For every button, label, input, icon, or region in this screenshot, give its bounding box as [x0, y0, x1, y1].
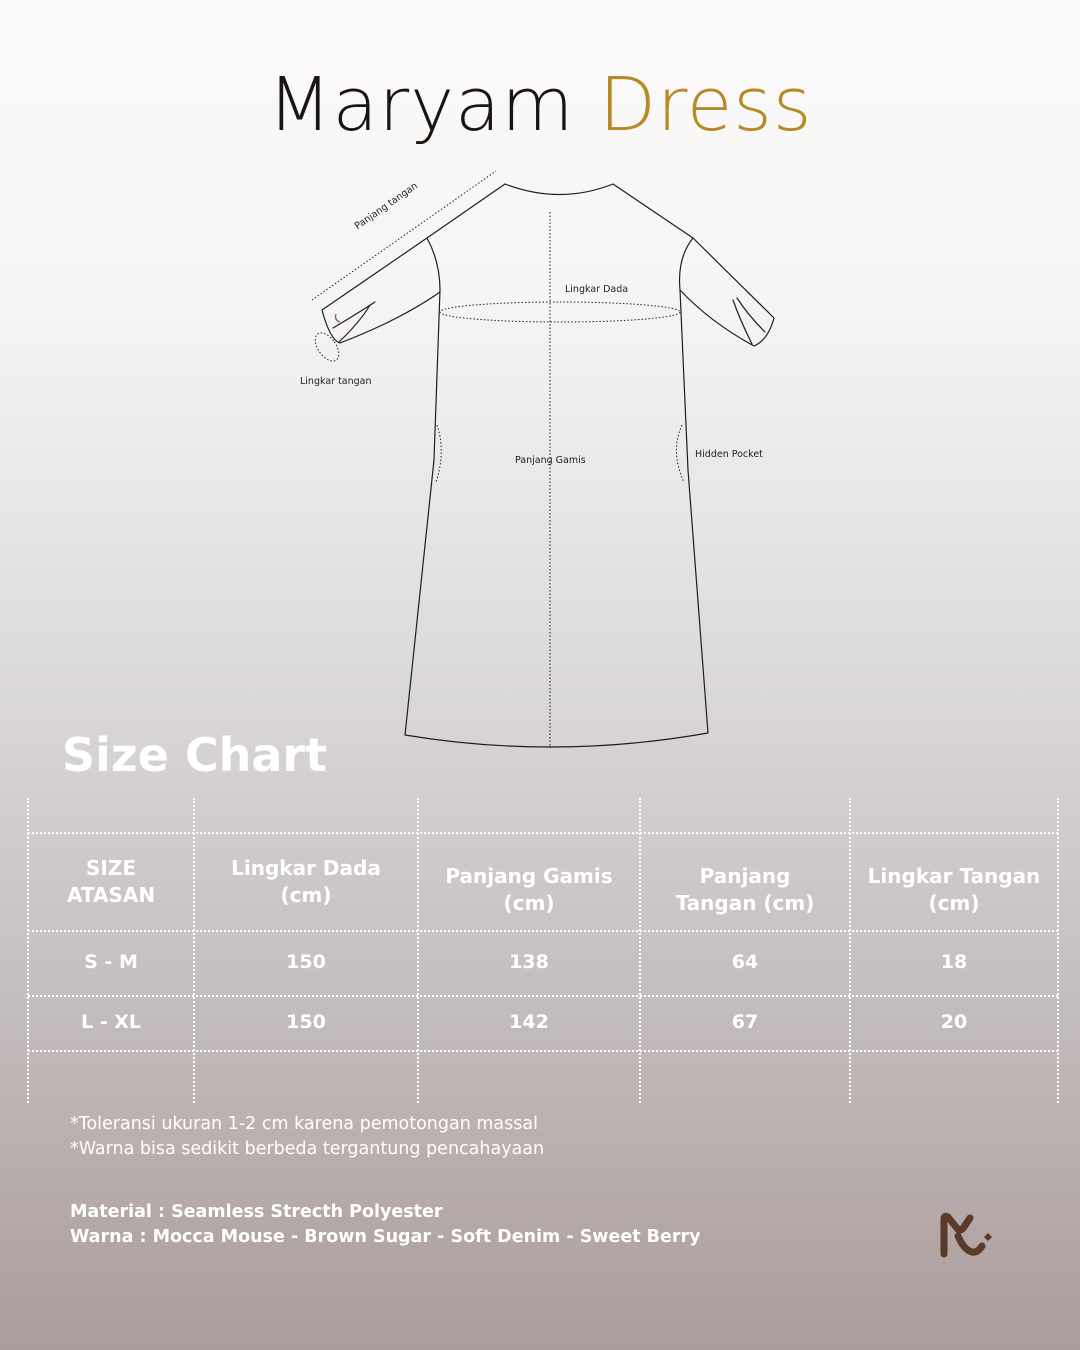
left-pocket [436, 425, 441, 482]
table-line [417, 798, 419, 1103]
header-sleeve: Panjang Tangan (cm) [675, 864, 815, 915]
note-color: *Warna bisa sedikit berbeda tergantung pencahayaan [70, 1139, 545, 1159]
chest-guide [440, 302, 680, 322]
table-line [1057, 798, 1059, 1103]
cell-size: L - XL [81, 1011, 141, 1034]
cell-length: 138 [509, 951, 549, 974]
title-word-dress: Dress [598, 62, 813, 148]
header-wrist: Lingkar Tangan (cm) [867, 864, 1041, 915]
cell-chest: 150 [286, 951, 326, 974]
cell-size: S - M [84, 951, 138, 974]
left-sleeve [322, 238, 440, 343]
label-length: Panjang Gamis [515, 455, 586, 466]
neckline [505, 184, 613, 195]
title-word-maryam: Maryam [267, 62, 575, 148]
cell-sleeve: 67 [731, 1011, 759, 1034]
table-line [28, 1050, 1058, 1052]
right-pocket [676, 425, 684, 482]
header-size: SIZE ATASAN [66, 856, 156, 907]
cell-wrist: 18 [940, 951, 968, 974]
header-length: Panjang Gamis (cm) [445, 864, 613, 915]
material-info: Material : Seamless Strecth Polyester [70, 1202, 443, 1222]
table-line [639, 798, 641, 1103]
size-chart-heading: Size Chart [62, 728, 328, 782]
cell-chest: 150 [286, 1011, 326, 1034]
cell-length: 142 [509, 1011, 549, 1034]
cell-sleeve: 64 [731, 951, 759, 974]
table-line [193, 798, 195, 1103]
wrist-guide [310, 329, 343, 366]
table-line [27, 798, 29, 1103]
table-line [849, 798, 851, 1103]
label-sleeve-length: Panjang tangan [352, 180, 420, 233]
label-chest: Lingkar Dada [565, 284, 629, 295]
header-chest: Lingkar Dada (cm) [231, 856, 381, 907]
cell-wrist: 20 [940, 1011, 968, 1034]
label-pocket: Hidden Pocket [695, 449, 763, 460]
right-sleeve [680, 238, 774, 346]
table-line [28, 832, 1058, 834]
brand-logo-icon [936, 1210, 998, 1260]
color-info: Warna : Mocca Mouse - Brown Sugar - Soft Denim - Sweet Berry [70, 1227, 701, 1247]
label-wrist: Lingkar tangan [300, 376, 372, 387]
note-tolerance: *Toleransi ukuran 1-2 cm karena pemotongan massal [70, 1114, 538, 1134]
table-line [28, 995, 1058, 997]
table-line [28, 930, 1058, 932]
